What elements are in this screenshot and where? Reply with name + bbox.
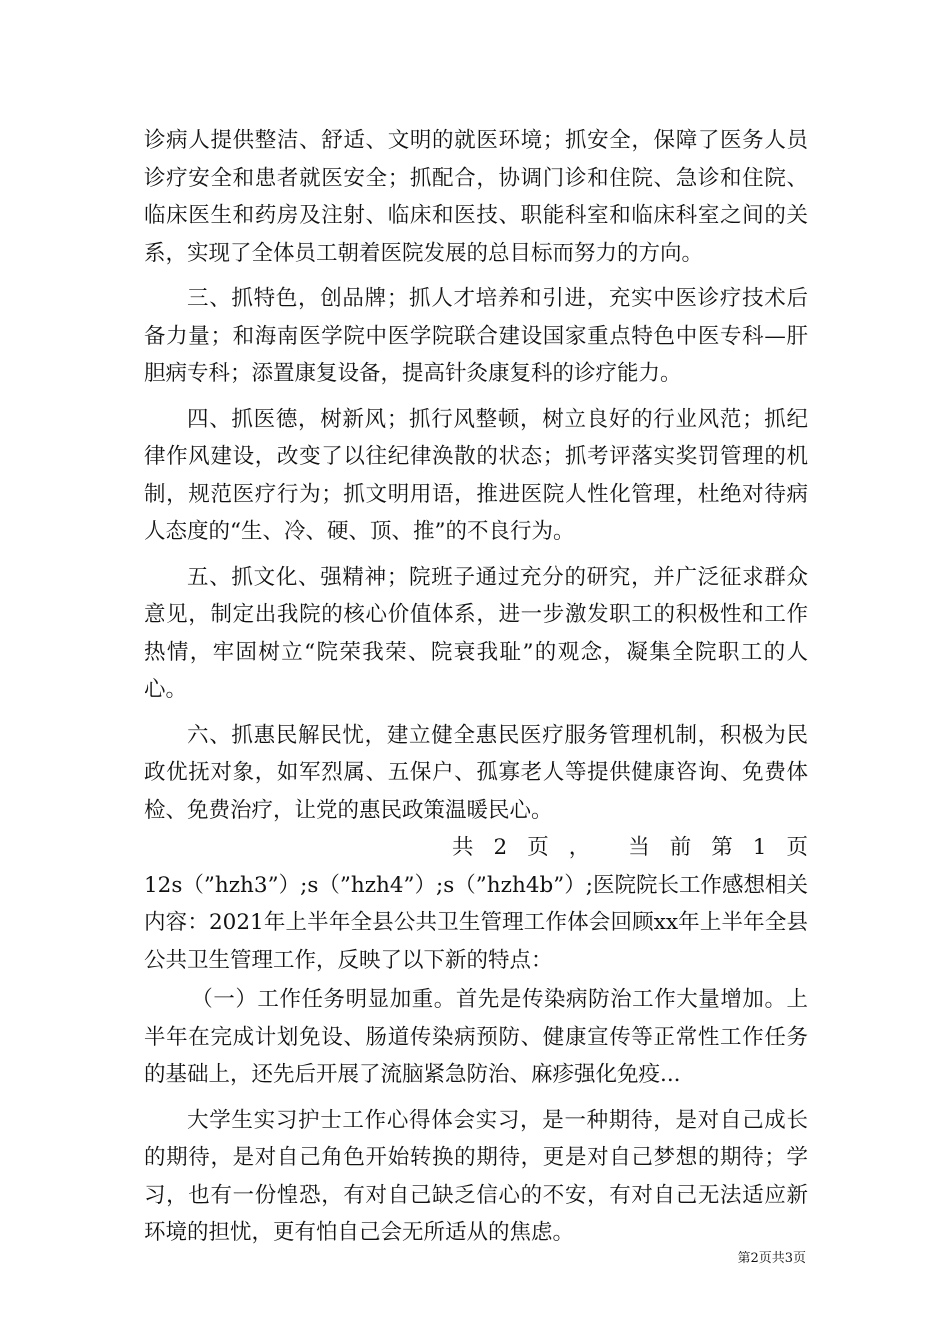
page-footer: 第2页共3页 (737, 1251, 806, 1266)
page-counter-word: 页 (527, 835, 549, 860)
page-counter-word: 前 (669, 835, 692, 860)
page-counter-word: ， (568, 835, 591, 860)
page-counter (144, 829, 808, 867)
paragraph-section-five: 五、抓文化、强精神；院班子通过充分的研究，并广泛征求群众意见，制定出我院的核心价值体系，进一步激发职工的积极性和工作热情，牢固树立“院荣我荣、院衰我耻”的观念，凝集全院职工的人心。 (144, 564, 808, 702)
paragraph-section-six: 六、抓惠民解民忧，建立健全惠民医疗服务管理机制，积极为民政优抚对象，如军烈属、五保户、孤寡老人等提供健康咨询、免费体检、免费治疗，让党的惠民政策温暖民心。 (144, 722, 808, 823)
page-counter-word: 页 (786, 835, 808, 860)
related-content-internship: 大学生实习护士工作心得体会实习，是一种期待，是对自己成长的期待，是对自己角色开始转换的期待，更是对自己梦想的期待；学习，也有一份惶恐，有对自己缺乏信心的不安，有对自己无法适应新环境的担忧，更有怕自己会无所适从的焦虑。 (144, 1107, 808, 1245)
related-content-item: （一）工作任务明显加重。首先是传染病防治工作大量增加。上半年在完成计划免设、肠道传染病预防、健康宣传等正常性工作任务的基础上，还先后开展了流脑紧急防治、麻疹强化免疫... (144, 987, 808, 1087)
paragraph-section-three: 三、抓特色，创品牌；抓人才培养和引进，充实中医诊疗技术后备力量；和海南医学院中医学院联合建设国家重点特色中医专科—肝胆病专科；添置康复设备，提高针灸康复科的诊疗能力。 (144, 286, 808, 386)
related-content-intro: 12s（”hzh3”）;s（”hzh4”）;s（”hzh4b”）;医院院长工作感想相关内容：2021年上半年全县公共卫生管理工作体会回顾xx年上半年全县公共卫生管理工作，反映了以下新的特点： (144, 872, 809, 973)
paragraph-hospital-environment: 诊病人提供整洁、舒适、文明的就医环境；抓安全，保障了医务人员诊疗安全和患者就医安全；抓配合，协调门诊和住院、急诊和住院、临床医生和药房及注射、临床和医技、职能科室和临床科室之间的关系，实现了全体员工朝着医院发展的总目标而努力的方向。 (144, 128, 808, 266)
page-counter-word: 第 (711, 835, 733, 860)
paragraph-section-four: 四、抓医德，树新风；抓行风整顿，树立良好的行业风范；抓纪律作风建设，改变了以往纪律涣散的状态；抓考评落实奖罚管理的机制，规范医疗行为；抓文明用语，推进医院人性化管理，杜绝对待病人态度的“生、冷、硬、顶、推”的不良行为。 (144, 406, 808, 544)
page-counter-word: 1 (752, 835, 767, 860)
page-counter-word: 当 (628, 835, 650, 860)
page-counter-word: 共 (452, 835, 474, 860)
document-body (144, 122, 808, 1252)
page-counter-word: 2 (493, 835, 508, 860)
